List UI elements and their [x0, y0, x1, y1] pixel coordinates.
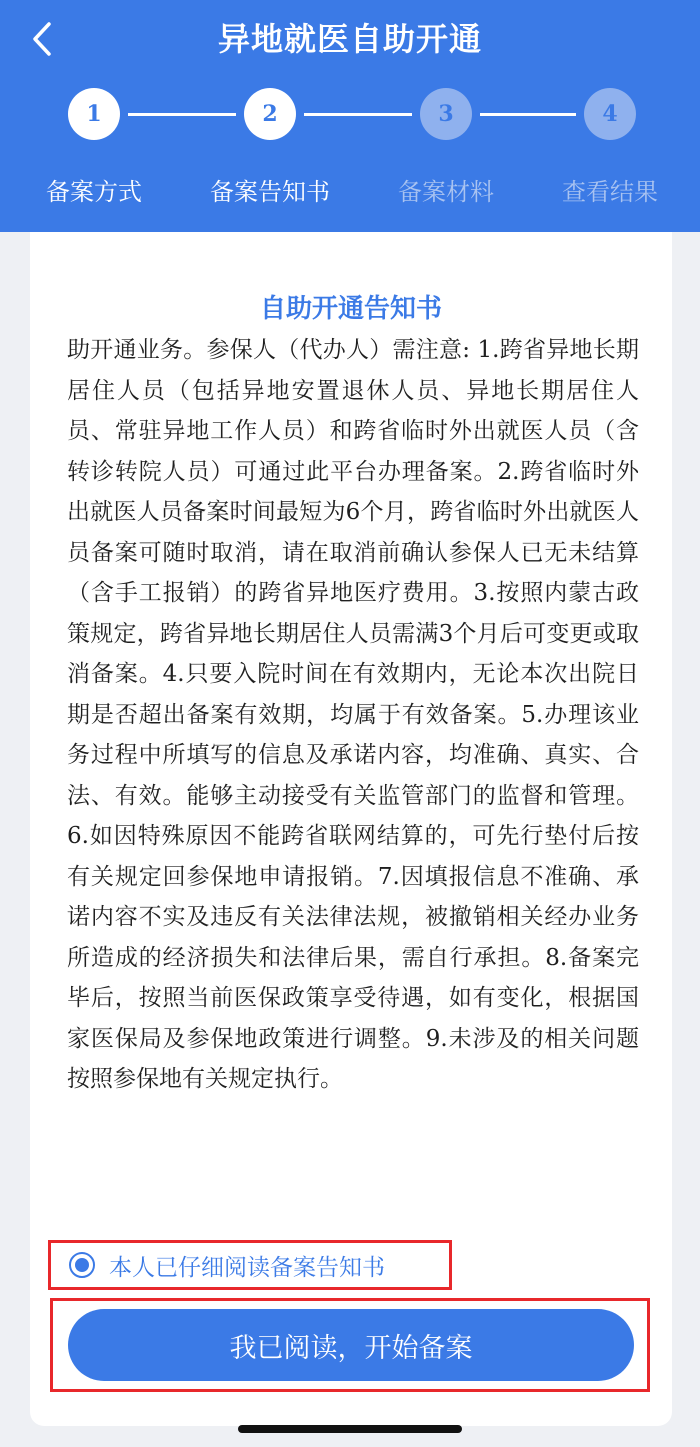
notice-body: 助开通业务。参保人（代办人）需注意: 1.跨省异地长期居住人员（包括异地安置退休人员、异地长期居住人员、常驻异地工作人员）和跨省临时外出就医人员（含转诊转院人员）可通过此平台办理备案。2.跨省临时外出就医人员备案时间最短为6个月，跨省临时外出就医人员备案可随时取消，请在取消前确认参保人已无未结算（含手工报销）的跨省异地医疗费用。3.按照内蒙古政策规定，跨省异地长期居住人员需满3个月后可变更或取消备案。4.只要入院时间在有效期内，无论本次出院日期是否超出备案有效期，均属于有效备案。5.办理该业务过程中所填写的信息及承诺内容，均准确、真实、合法、有效。能够主动接受有关监管部门的监督和管理。6.如因特殊原因不能跨省联网结算的，可先行垫付后按有关规定回参保地申请报销。7.因填报信息不准确、承诺内容不实及违反有关法律法规，被撤销相关经办业务所造成的经济损失和法律后果，需自行承担。8.备案完毕后，按照当前医保政策享受待遇，如有变化，根据国家医保局及参保地政策进行调整。9.未涉及的相关问题按照参保地有关规定执行。 — [67, 337, 639, 1092]
notice-title: 自助开通告知书 — [259, 294, 442, 324]
start-filing-button[interactable]: 我已阅读，开始备案 — [68, 1309, 634, 1381]
radio-checked-icon[interactable] — [69, 1252, 95, 1278]
step-connector — [480, 113, 576, 116]
agreement-checkbox[interactable] — [48, 1240, 452, 1290]
step-3-label: 备案材料 — [398, 178, 494, 206]
step-1-label: 备案方式 — [46, 178, 142, 206]
agreement-label: 本人已仔细阅读备案告知书 — [109, 1254, 385, 1281]
step-1-indicator: 1 — [68, 88, 120, 140]
step-connector — [304, 113, 412, 116]
step-4-indicator: 4 — [584, 88, 636, 140]
step-4-label: 查看结果 — [562, 178, 658, 206]
header-bar — [0, 0, 700, 232]
radio-dot — [75, 1258, 89, 1272]
step-connector — [128, 113, 236, 116]
start-button-highlight — [50, 1298, 650, 1392]
step-3-indicator: 3 — [420, 88, 472, 140]
step-2-indicator: 2 — [244, 88, 296, 140]
step-2-label: 备案告知书 — [210, 178, 330, 206]
step-progress — [0, 88, 700, 148]
page-title: 异地就医自助开通 — [217, 20, 482, 58]
home-indicator — [238, 1425, 462, 1433]
